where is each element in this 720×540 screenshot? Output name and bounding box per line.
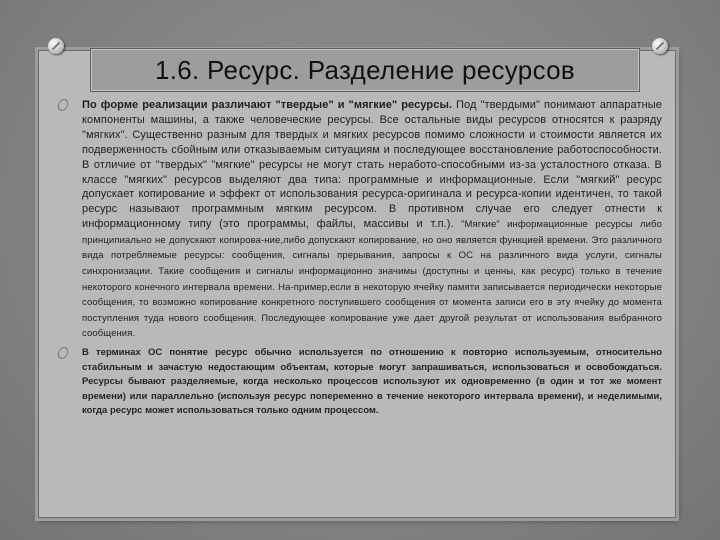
bullet-small-text: "Мягкие" информационные ресурсы либо принципиально не допускают копирова-ние,либо допускают копирование, но оно является функцией времени. Это различного вида потребляемые ресурсы: сообщения, сигналы прерывания, запросы к ОС на различного вида услуги, сигналы синхронизации. Такие сообщения и сигналы информационно значимы (доступны и ценны, как ресурс) только в течение некоторого конечного интервала времени. На-пример,если в некоторую ячейку памяти записывается периодически некоторые сообщения, то возможно копирование конкретного поступившего сообщения от момента записи его в эту ячейку до момента поступления туда нового сообщения. Последующее копирование уже дает другой результат от использования выбранного сообщения.: [82, 219, 662, 340]
title-banner: [90, 48, 640, 92]
slide-title: 1.6. Ресурс. Разделение ресурсов: [154, 54, 576, 85]
bullet-item: [56, 346, 662, 419]
pin-icon: [652, 38, 668, 54]
pin-icon: [48, 38, 64, 54]
bullet-item: [56, 98, 662, 342]
bullet-icon: [57, 347, 70, 359]
bullet-lead-text: По форме реализации различают "твердые" и "мягкие" ресурсы.: [82, 99, 453, 111]
bullet-paragraph: [82, 98, 662, 342]
bullet-paragraph: В терминах ОС понятие ресурс обычно используется по отношению к повторно используемым, относительно стабильным и зачастую недостающим объектам, которые могут запрашиваться, использоваться и освобождаться. Ресурсы бывают разделяемые, когда несколько процессов используют их одновременно (в один и тот же момент времени) или параллельно (используя ресурс попеременно в течение некоторого интервала времени), и неделимыми, когда ресурс может использоваться только одним процессом.: [82, 347, 662, 417]
bullet-main-text: Под "твердыми" понимают аппаратные компоненты машины, а также человеческие ресурсы. Все остальные виды ресурсов относятся к разряду "мягких". Существенно разным для твердых и мягких ресурсов помимо сложности и стоимости является их подверженность сбойным или отказываемым ситуациям и последующее восстановление работоспособности. В отличие от "твердых" "мягкие" ресурсы не могут стать неработо-способными из-за усталостного отказа. В классе "мягких" ресурсов выделяют два типа: программные и информационные. Если "мягкий" ресурс допускает копирование и эффект от использования ресурса-оригинала и ресурса-копии идентичен, то такой ресурс называют программным мягким ресурсом. В противном случае его следует отнести к информационному типу (это программы, файлы, массивы и т.п.).: [82, 99, 662, 231]
slide-content: [56, 98, 662, 419]
bullet-icon: [57, 99, 70, 111]
